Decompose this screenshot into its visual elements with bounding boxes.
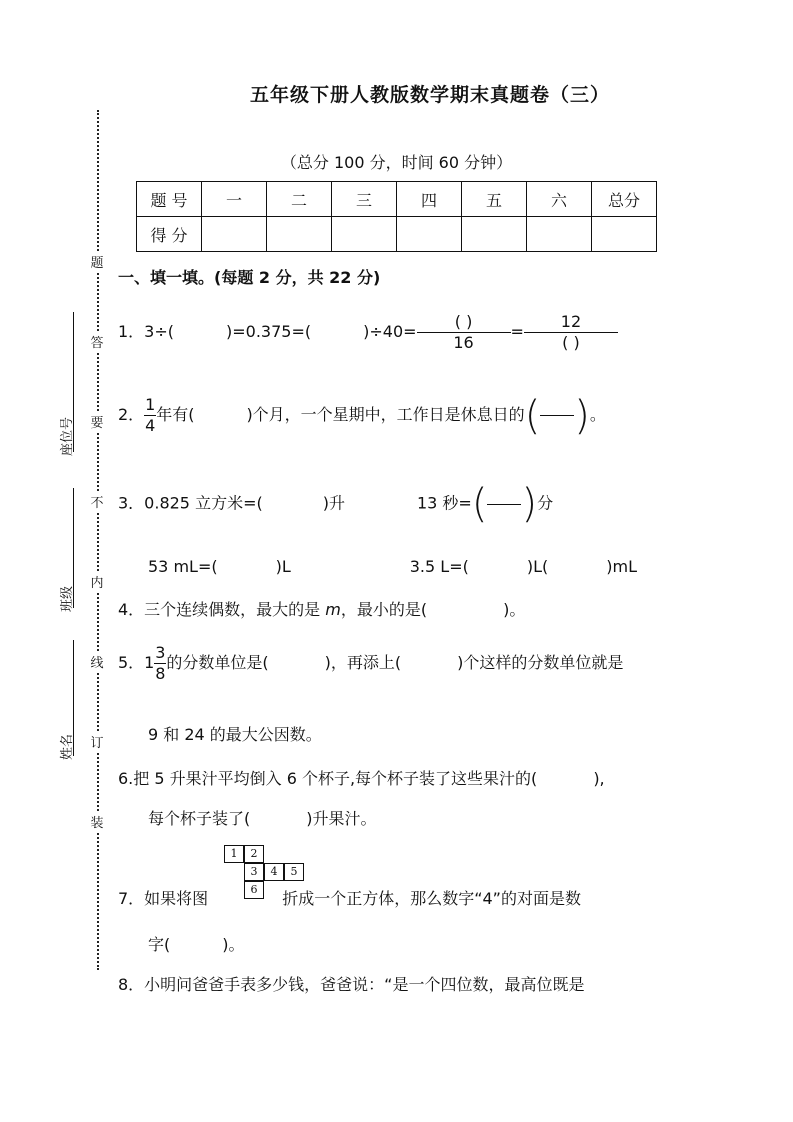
binding-char: 订 <box>89 732 105 751</box>
q3-text: )L <box>275 557 291 576</box>
score-cell[interactable] <box>332 217 397 252</box>
question-7-line-2 <box>148 932 245 955</box>
binding-dotted-line <box>97 110 99 970</box>
q3-text: 53 mL=( <box>148 557 218 576</box>
question-3-line-2 <box>148 557 637 576</box>
name-field[interactable] <box>73 640 74 756</box>
cube-net-cell: 4 <box>264 863 284 881</box>
paren-right: ) <box>521 481 538 527</box>
score-cell[interactable] <box>202 217 267 252</box>
fraction <box>154 643 166 684</box>
score-cell[interactable] <box>527 217 592 252</box>
paren-left: ( <box>471 481 488 527</box>
score-cell[interactable] <box>267 217 332 252</box>
table-row <box>137 217 657 252</box>
table-row-label: 得 分 <box>137 217 202 252</box>
binding-char: 内 <box>89 572 105 591</box>
q6-text: 每个杯子装了( <box>148 809 251 828</box>
q3-text: )L( <box>526 557 549 576</box>
cube-net-cell: 3 <box>244 863 264 881</box>
q3-text: 13 秒= <box>416 493 472 513</box>
cube-net-cell: 1 <box>224 845 244 863</box>
question-1 <box>118 312 618 353</box>
fraction <box>524 312 618 353</box>
question-8: 8．小明问爸爸手表多少钱，爸爸说：“是一个四位数，最高位既是 <box>118 975 585 994</box>
fraction-answer-blank[interactable] <box>540 415 574 416</box>
q6-text: )升果汁。 <box>306 809 377 828</box>
binding-char: 不 <box>89 492 105 511</box>
q3-text: 3．0.825 立方米=( <box>118 493 263 513</box>
table-header-cell: 五 <box>462 182 527 217</box>
table-header-cell: 三 <box>332 182 397 217</box>
q5-text: )，再添上( <box>324 653 402 672</box>
q5-text: )个这样的分数单位就是 <box>457 653 624 672</box>
q4-text: 4．三个连续偶数，最大的是 <box>118 600 326 619</box>
q7-text: 7．如果将图 <box>118 889 209 908</box>
q3-text: 3.5 L=( <box>409 557 469 576</box>
binding-char: 装 <box>89 812 105 831</box>
table-header-cell: 二 <box>267 182 332 217</box>
q6-text: ), <box>593 769 605 788</box>
class-label: 班级 <box>60 585 75 612</box>
question-6 <box>118 766 605 789</box>
fraction <box>417 312 511 353</box>
q7-text: )。 <box>222 935 245 954</box>
table-header-cell: 总分 <box>592 182 657 217</box>
q5-text: 的分数单位是( <box>166 653 269 672</box>
q4-text: )。 <box>503 600 526 619</box>
q4-text: ，最小的是( <box>340 600 428 619</box>
page-title: 五年级下册人教版数学期末真题卷（三） <box>249 84 610 106</box>
q1-text: )÷40= <box>363 322 417 341</box>
q2-text: 2． <box>118 405 145 424</box>
fraction-answer-blank[interactable] <box>487 504 521 505</box>
table-header-cell: 题 号 <box>137 182 202 217</box>
q5-text: 5．1 <box>118 653 155 672</box>
cube-net-cell: 5 <box>284 863 304 881</box>
binding-char: 题 <box>89 252 105 271</box>
fraction-numerator[interactable]: ( ) <box>454 312 473 331</box>
question-2 <box>118 392 606 439</box>
q3-text: )mL <box>606 557 637 576</box>
question-7 <box>118 886 581 909</box>
section-heading: 一、填一填。(每题 2 分，共 22 分) <box>118 268 381 287</box>
paren-right: ) <box>574 392 590 439</box>
fraction-denominator: 4 <box>145 416 156 435</box>
seat-number-field[interactable] <box>73 312 74 452</box>
paren-left: ( <box>524 392 541 439</box>
q2-text: )个月，一个星期中，工作日是休息日的 <box>246 405 525 424</box>
score-cell[interactable] <box>397 217 462 252</box>
q7-text: 折成一个正方体，那么数字“4”的对面是数 <box>282 889 581 908</box>
variable-m: m <box>325 600 341 619</box>
question-3 <box>118 481 554 527</box>
table-header-cell: 一 <box>202 182 267 217</box>
question-4 <box>118 597 525 620</box>
q1-text: 1．3÷( <box>118 322 175 341</box>
table-row <box>137 182 657 217</box>
fraction-numerator: 3 <box>155 643 166 662</box>
question-6-line-2 <box>148 806 377 829</box>
fraction-numerator: 12 <box>560 312 582 331</box>
table-header-cell: 四 <box>397 182 462 217</box>
q1-text: )=0.375=( <box>226 322 312 341</box>
q6-text: 6.把 5 升果汁平均倒入 6 个杯子,每个杯子装了这些果汁的( <box>118 769 538 788</box>
seat-number-label: 座位号 <box>60 416 75 456</box>
page-subtitle: （总分 100 分，时间 60 分钟） <box>280 153 513 172</box>
score-cell[interactable] <box>592 217 657 252</box>
cube-net-cell: 6 <box>244 881 264 899</box>
score-cell[interactable] <box>462 217 527 252</box>
question-5-line-2: 9 和 24 的最大公因数。 <box>148 725 322 744</box>
binding-char: 答 <box>89 332 105 351</box>
name-label: 姓名 <box>60 733 75 760</box>
fraction-denominator: 8 <box>155 664 166 683</box>
q3-text: )升 <box>322 493 345 513</box>
class-field[interactable] <box>73 488 74 608</box>
q7-text: 字( <box>148 935 171 954</box>
q3-text: 分 <box>537 493 554 513</box>
q2-text: 。 <box>589 405 606 424</box>
binding-char: 线 <box>89 652 105 671</box>
binding-char: 要 <box>89 412 105 431</box>
cube-net-cell: 2 <box>244 845 264 863</box>
question-5 <box>118 643 623 684</box>
table-header-cell: 六 <box>527 182 592 217</box>
fraction <box>144 395 156 436</box>
score-table <box>136 181 657 252</box>
fraction-numerator: 1 <box>145 395 156 414</box>
fraction-denominator[interactable]: ( ) <box>562 333 580 352</box>
fraction-denominator: 16 <box>453 333 474 352</box>
q1-text: = <box>510 322 524 341</box>
q2-text: 年有( <box>156 405 195 424</box>
